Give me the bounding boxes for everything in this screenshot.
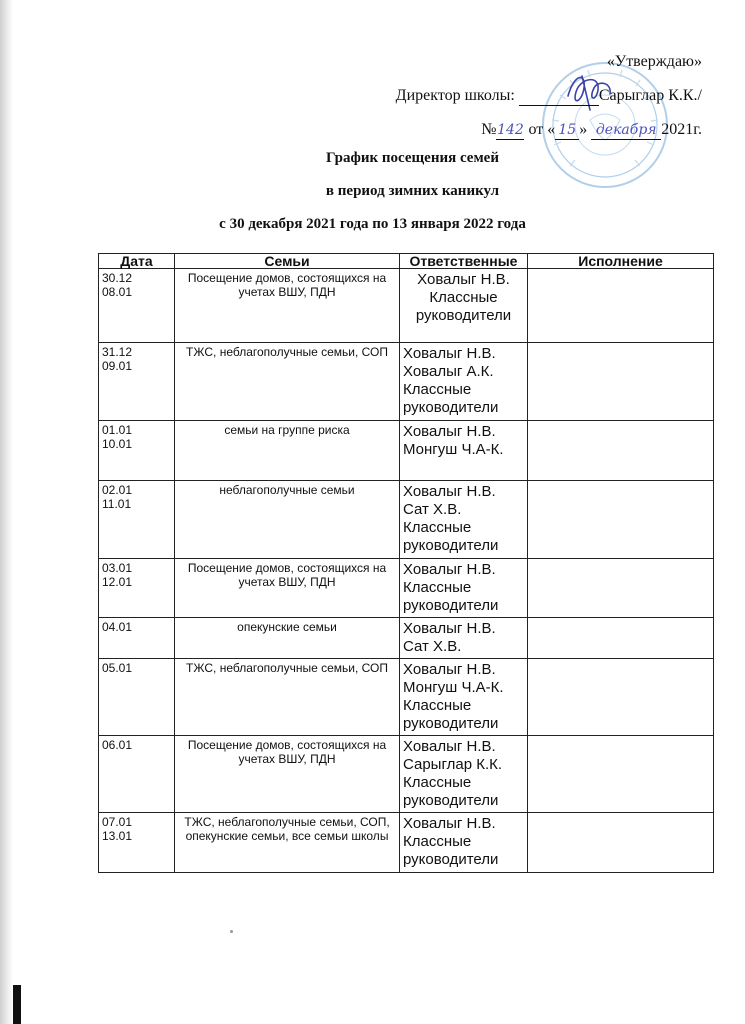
order-year: 2021г. [661,121,702,138]
execution-cell [528,421,714,481]
order-month: декабря [591,121,661,140]
table-row [99,421,714,481]
responsible-line: Монгуш Ч.А-К. [403,679,504,696]
families-cell: опекунские семьи [175,618,400,659]
execution-cell [528,481,714,559]
execution-cell [528,736,714,813]
date-primary: 03.01 [102,561,133,575]
responsible-line: Сат Х.В. [403,638,462,655]
responsible-line: Сат Х.В. [403,501,462,518]
responsible-line: Классные [403,833,472,850]
responsible-line: Монгуш Ч.А-К. [403,441,504,458]
title-line-1: График посещения семей [326,150,499,166]
title-line-3: с 30 декабря 2021 года по 13 января 2022 года [219,216,526,232]
signature-blank [519,87,599,106]
execution-cell [528,659,714,736]
responsible-line: Ховалыг А.К. [403,363,494,380]
date-primary: 01.01 [102,423,133,437]
order-line [396,113,702,147]
from-word: от [528,121,544,138]
families-cell: Посещение домов, состоящихся на учетах ВШУ, ПДН [175,559,400,618]
header-responsible: Ответственные [400,254,528,269]
responsible-line: Классные [429,289,498,306]
responsible-line: Сарыглар К.К. [403,756,503,773]
visit-schedule-table [98,253,714,873]
date-cell [99,618,175,659]
responsible-line: руководители [403,597,499,614]
date-primary: 30.12 [102,271,133,285]
families-cell: ТЖС, неблагополучные семьи, СОП [175,343,400,421]
scan-dust-mark [230,930,233,933]
responsible-line: руководители [403,851,499,868]
date-secondary: 11.01 [102,497,132,511]
families-cell: Посещение домов, состоящихся на учетах ВШУ, ПДН [175,269,400,343]
responsible-line: Ховалыг Н.В. [403,345,496,362]
table-row [99,618,714,659]
date-cell [99,343,175,421]
responsible-line: руководители [403,715,499,732]
date-secondary: 13.01 [102,829,133,843]
table-row [99,813,714,873]
quote-open: « [547,121,556,138]
director-prefix: Директор школы: [395,87,515,104]
approval-label: «Утверждаю» [606,53,702,70]
date-cell [99,736,175,813]
responsible-line: Классные [403,519,472,536]
date-primary: 07.01 [102,815,133,829]
execution-cell [528,813,714,873]
date-secondary: 12.01 [102,575,133,589]
table-row [99,736,714,813]
title-line-2: в период зимних каникул [325,183,500,199]
header-execution: Исполнение [528,254,714,269]
date-primary: 31.12 [102,345,133,359]
families-cell: неблагополучные семьи [175,481,400,559]
date-cell [99,269,175,343]
responsible-cell [400,736,528,813]
responsible-line: руководители [403,399,499,416]
document-title [0,148,745,247]
director-line [396,79,702,113]
families-cell: ТЖС, неблагополучные семьи, СОП [175,659,400,736]
date-primary: 02.01 [102,483,133,497]
responsible-cell [400,481,528,559]
date-secondary: 10.01 [102,437,133,451]
order-number: 142 [497,122,524,138]
responsible-cell [400,618,528,659]
responsible-line: Ховалыг Н.В. [403,661,496,678]
responsible-line: руководители [403,537,499,554]
date-secondary: 09.01 [102,359,133,373]
responsible-line: Ховалыг Н.В. [403,815,496,832]
execution-cell [528,343,714,421]
table-row [99,659,714,736]
number-sign: № [481,121,497,138]
execution-cell [528,559,714,618]
responsible-line: Ховалыг Н.В. [403,483,496,500]
table-row [99,269,714,343]
families-cell: Посещение домов, состоящихся на учетах ВШУ, ПДН [175,736,400,813]
date-cell [99,421,175,481]
table-row [99,343,714,421]
responsible-line: Классные [403,697,472,714]
responsible-cell [400,421,528,481]
table-row [99,559,714,618]
responsible-cell [400,659,528,736]
table-row [99,481,714,559]
date-cell [99,659,175,736]
responsible-line: Ховалыг Н.В. [403,620,496,637]
header-families: Семьи [175,254,400,269]
responsible-line: Ховалыг Н.В. [403,423,496,440]
date-cell [99,481,175,559]
responsible-cell [400,813,528,873]
date-secondary: 08.01 [102,285,133,299]
date-primary: 04.01 [102,620,133,634]
order-day: 15 [555,121,579,140]
approval-block [396,45,702,147]
families-cell: семьи на группе риска [175,421,400,481]
responsible-line: Ховалыг Н.В. [403,561,496,578]
responsible-line: руководители [403,792,499,809]
execution-cell [528,269,714,343]
responsible-cell [400,269,528,343]
responsible-cell [400,343,528,421]
director-name: Сарыглар К.К./ [598,87,702,104]
responsible-line: Классные [403,774,472,791]
execution-cell [528,618,714,659]
quote-close: » [579,121,588,138]
date-primary: 05.01 [102,661,133,675]
responsible-line: Классные [403,381,472,398]
responsible-line: Ховалыг Н.В. [417,271,510,288]
responsible-line: Ховалыг Н.В. [403,738,496,755]
families-cell: ТЖС, неблагополучные семьи, СОП, опекунские семьи, все семьи школы [175,813,400,873]
date-primary: 06.01 [102,738,133,752]
responsible-line: руководители [415,307,512,324]
table-header-row [99,254,714,269]
responsible-cell [400,559,528,618]
date-cell [99,559,175,618]
header-date: Дата [99,254,175,269]
date-cell [99,813,175,873]
scan-corner-mark [13,985,21,1024]
responsible-line: Классные [403,579,472,596]
